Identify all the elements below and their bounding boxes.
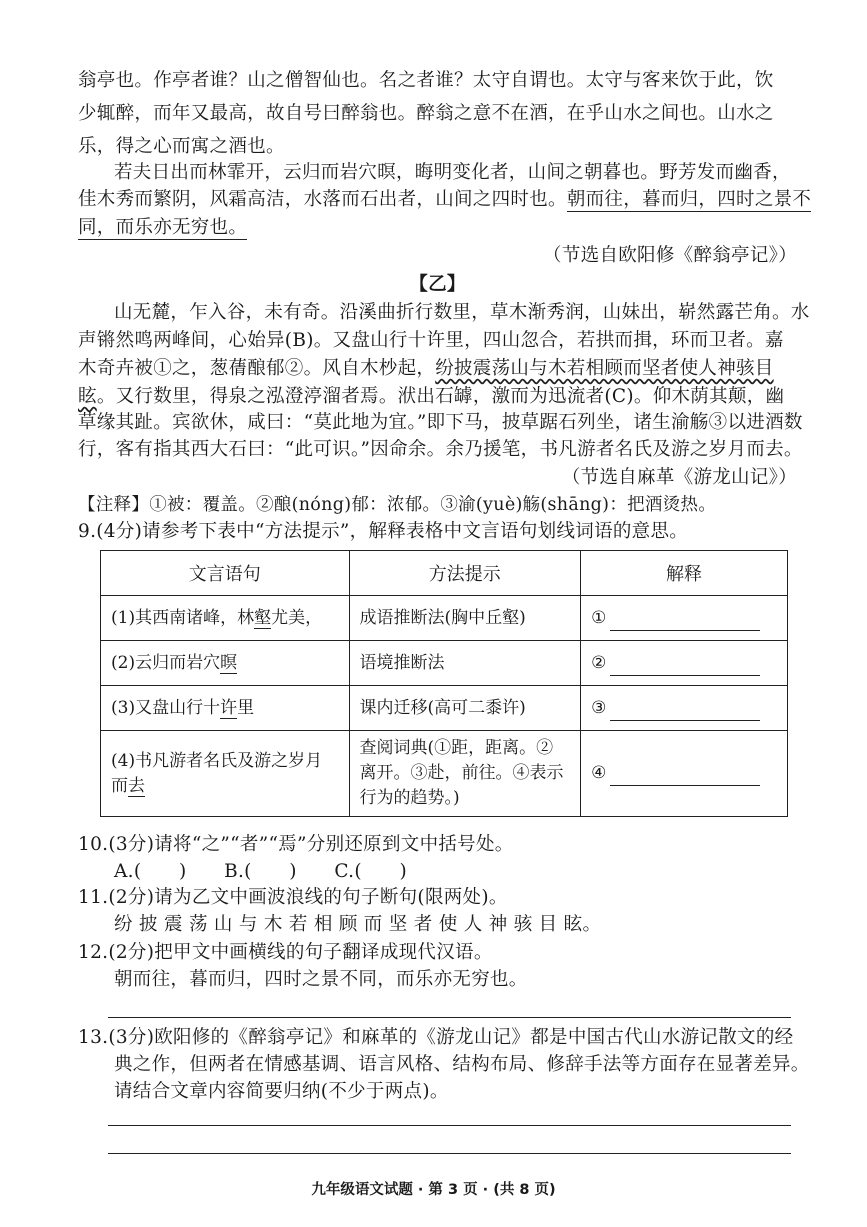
question-10-options[interactable]: A.( ) B.( ) C.( ) (114, 861, 407, 882)
question-11-stem: 11.(2分)请为乙文中画波浪线的句子断句(限两处)。 (78, 887, 508, 908)
answer-blank[interactable] (610, 612, 760, 631)
wavy-sentence: 眩 (78, 386, 97, 407)
question-11-sentence[interactable]: 纷 披 震 荡 山 与 木 若 相 顾 而 坚 者 使 人 神 骇 目 眩。 (114, 914, 602, 935)
method-cell: 语境推断法 (349, 641, 581, 686)
question-9-stem: 9.(4分)请参考下表中“方法提示”，解释表格中文言语句划线词语的意思。 (78, 521, 689, 542)
passage-a-source: （节选自欧阳修《醉翁亭记》） (543, 245, 797, 266)
passage-a-line (78, 215, 797, 241)
question-12-stem: 12.(2分)把甲文中画横线的句子翻译成现代汉语。 (78, 942, 493, 963)
target-word: 壑 (254, 607, 272, 628)
answer-blank[interactable] (610, 702, 760, 721)
sentence-cell: (1)其西南诸峰，林壑尤美， (101, 596, 350, 641)
passage-b-line: 草缘其趾。宾欲休，咸曰：“莫此地为宜。”即下马，披草踞石列坐，诸生渝觞③以进酒数 (78, 412, 803, 433)
question-9-table (100, 550, 788, 817)
table-header: 文言语句 (101, 551, 350, 596)
wavy-sentence: 纷披震荡山与木若相顾而坚者使人神骇目 (435, 358, 774, 379)
method-cell: 查阅词典(①距，距离。②离开。③赴，前往。④表示行为的趋势。) (349, 731, 581, 817)
passage-a-line: 乐，得之心而寓之酒也。 (78, 136, 285, 157)
passage-b-heading: 【乙】 (409, 274, 466, 295)
target-word: 许 (220, 697, 238, 718)
answer-cell[interactable]: ③ (581, 686, 788, 731)
passage-a-line: 翁亭也。作亭者谁？山之僧智仙也。名之者谁？太守自谓也。太守与客来饮于此，饮 (78, 70, 774, 91)
answer-cell[interactable]: ① (581, 596, 788, 641)
table-header: 解释 (581, 551, 788, 596)
passage-b-line: 山无麓，乍入谷，未有奇。沿溪曲折行数里，草木渐秀润，山妹出，崭然露芒角。水 (114, 302, 810, 323)
method-cell: 成语推断法(胸中丘壑) (349, 596, 581, 641)
passage-b-line (78, 356, 797, 382)
passage-b-source: （节选自麻革《游龙山记》） (561, 467, 797, 488)
passage-b-text: 。又行数里，得泉之泓澄渟溜者焉。洑出石罅，激而为迅流者(C)。仰木荫其颠，幽 (96, 386, 785, 407)
sentence-cell: (3)又盘山行十许里 (101, 686, 350, 731)
passage-a-text: 佳木秀而繁阴，风霜高洁，水落而石出者，山间之四时也。 (78, 189, 567, 210)
method-cell: 课内迁移(高可二黍许) (349, 686, 581, 731)
answer-cell[interactable]: ④ (581, 731, 788, 817)
underlined-sentence: 同，而乐亦无穷也。 (78, 217, 248, 238)
passage-a-line: 少辄醉，而年又最高，故自号曰醉翁也。醉翁之意不在酒，在乎山水之间也。山水之 (78, 103, 774, 124)
page-footer: 九年级语文试题 · 第 3 页 · (共 8 页) (311, 1182, 556, 1198)
answer-blank[interactable] (610, 657, 760, 676)
question-12-sentence: 朝而往，暮而归，四时之景不同，而乐亦无穷也。 (114, 969, 528, 990)
table-header: 方法提示 (349, 551, 581, 596)
answer-line[interactable] (108, 1017, 791, 1018)
passage-b-line: 行，客有指其西大石曰：“此可识。”因命余。余乃援笔，书凡游者名氏及游之岁月而去。 (78, 439, 803, 460)
target-word: 暝 (220, 652, 238, 673)
sentence-cell: (2)云归而岩穴暝 (101, 641, 350, 686)
table-row (101, 686, 788, 731)
passage-a-line (78, 187, 812, 213)
table-row (101, 641, 788, 686)
passage-b-text: 木奇卉被①之，葱蒨酿郁②。风自木杪起， (78, 358, 436, 379)
table-row (101, 596, 788, 641)
passage-b-line: 声锵然鸣两峰间，心始异(B)。又盘山行十许里，四山忽合，若拱而揖，环而卫者。嘉 (78, 330, 784, 351)
question-10-stem: 10.(3分)请将“之”“者”“焉”分别还原到文中括号处。 (78, 834, 514, 855)
question-13-stem: 13.(3分)欧阳修的《醉翁亭记》和麻革的《游龙山记》都是中国古代山水游记散文的经 (78, 1027, 794, 1048)
question-13-stem: 请结合文章内容简要归纳(不少于两点)。 (114, 1081, 449, 1102)
sentence-cell: (4)书凡游者名氏及游之岁月而去 (101, 731, 350, 817)
answer-cell[interactable]: ② (581, 641, 788, 686)
target-word: 去 (128, 775, 145, 796)
answer-line[interactable] (108, 1153, 791, 1154)
answer-line[interactable] (108, 1125, 791, 1126)
passage-a-line: 若夫日出而林霏开，云归而岩穴暝，晦明变化者，山间之朝暮也。野芳发而幽香， (114, 162, 791, 183)
table-row (101, 731, 788, 817)
answer-blank[interactable] (610, 767, 760, 786)
passage-b-line (78, 384, 797, 410)
annotation: 【注释】①被：覆盖。②酿(nóng)郁：浓郁。③渝(yuè)觞(shāng)：把酒烫热。 (78, 495, 717, 515)
table-header-row (101, 551, 788, 596)
underlined-sentence: 朝而往，暮而归，四时之景不 (566, 189, 812, 210)
question-13-stem: 典之作，但两者在情感基调、语言风格、结构布局、修辞手法等方面存在显著差异。 (114, 1054, 810, 1075)
